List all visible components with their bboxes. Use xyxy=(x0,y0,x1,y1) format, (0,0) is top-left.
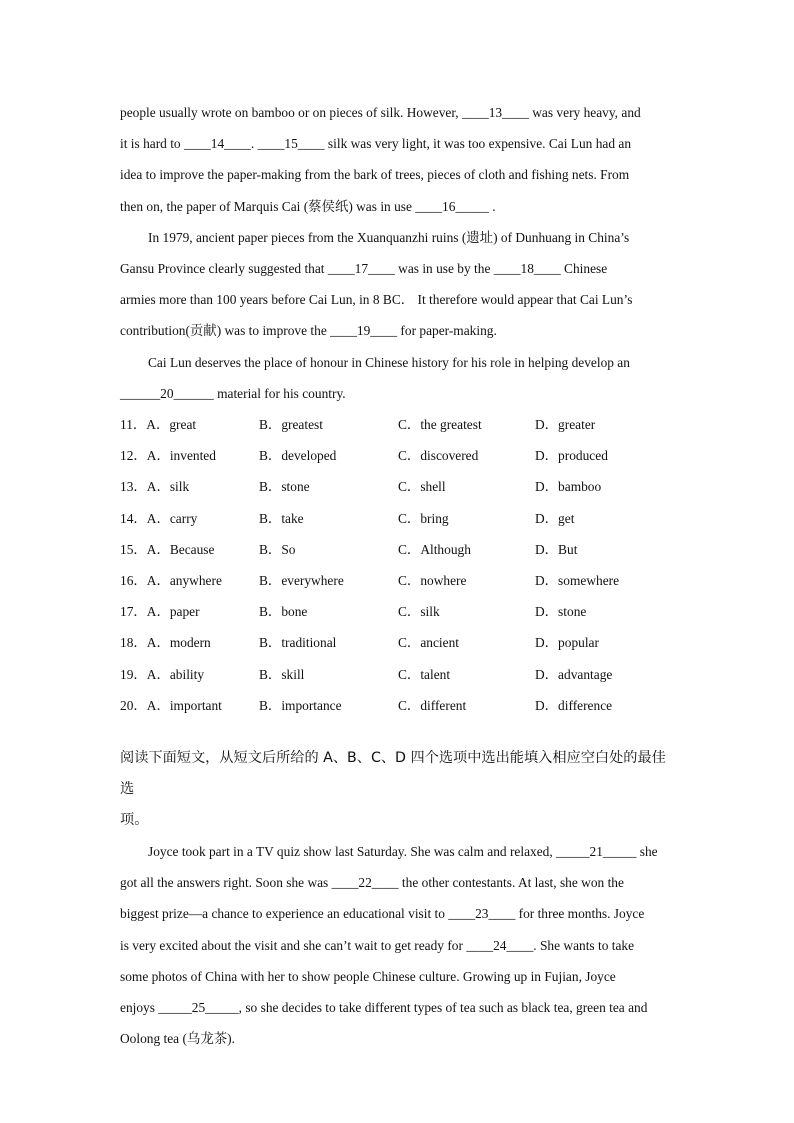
text-line: people usually wrote on bamboo or on pieces of silk. However, ____13____ was very heavy, and xyxy=(120,105,641,120)
option-row xyxy=(120,503,680,534)
text-line: biggest prize—a chance to experience an educational visit to ____23____ for three months. Joyce xyxy=(120,906,645,922)
option-b: B．importance xyxy=(259,697,342,713)
option-b: B．skill xyxy=(259,666,305,682)
option-d: D．greater xyxy=(535,417,596,433)
option-a: 13．A．silk xyxy=(120,479,190,495)
option-d: D．bamboo xyxy=(535,479,602,495)
option-c: C．discovered xyxy=(398,448,479,464)
option-a: 11．A．great xyxy=(120,417,197,433)
option-d: D．get xyxy=(535,510,575,526)
option-c: C．nowhere xyxy=(398,572,467,588)
text-line: Joyce took part in a TV quiz show last Saturday. She was calm and relaxed, _____21_____ she xyxy=(148,843,658,859)
option-c: C．Although xyxy=(398,541,471,557)
passage-2 xyxy=(120,836,680,1054)
option-a: 20．A．important xyxy=(120,697,222,713)
option-c: C．talent xyxy=(398,666,451,682)
section-divider xyxy=(120,721,680,743)
option-a: 18．A．modern xyxy=(120,635,211,651)
passage-paragraph-1 xyxy=(120,97,680,222)
option-b: B．bone xyxy=(259,604,308,620)
option-a: 19．A．ability xyxy=(120,666,205,682)
instruction-line: 项。 xyxy=(120,811,149,828)
option-d: D．produced xyxy=(535,448,608,464)
option-c: C．ancient xyxy=(398,635,459,651)
option-b: B．everywhere xyxy=(259,572,344,588)
text-line: armies more than 100 years before Cai Lun, in 8 BC． It therefore would appear that Cai Lun’s xyxy=(120,292,633,308)
option-d: D．advantage xyxy=(535,666,613,682)
instruction xyxy=(120,743,680,836)
passage-paragraph-3 xyxy=(120,347,680,409)
option-d: D．difference xyxy=(535,697,613,713)
option-row xyxy=(120,440,680,471)
option-a: 17．A．paper xyxy=(120,604,200,620)
option-a: 15．A．Because xyxy=(120,541,215,557)
option-b: B．So xyxy=(259,541,296,557)
document-page xyxy=(120,97,680,1054)
option-row xyxy=(120,659,680,690)
text-line: idea to improve the paper-making from the bark of trees, pieces of cloth and fishing nets. From xyxy=(120,167,630,183)
passage-paragraph-2 xyxy=(120,222,680,347)
option-b: B．stone xyxy=(259,479,310,495)
text-line: Gansu Province clearly suggested that ____17____ was in use by the ____18____ Chinese xyxy=(120,261,608,277)
option-d: D．stone xyxy=(535,604,587,620)
option-c: C．bring xyxy=(398,510,449,526)
option-b: B．developed xyxy=(259,448,337,464)
option-c: C．different xyxy=(398,697,467,713)
option-a: 16．A．anywhere xyxy=(120,572,222,588)
text-line: In 1979, ancient paper pieces from the Xuanquanzhi ruins (遗址) of Dunhuang in China’s xyxy=(148,229,630,245)
option-row xyxy=(120,627,680,658)
text-line: got all the answers right. Soon she was ____22____ the other contestants. At last, she won the xyxy=(120,875,624,891)
option-b: B．greatest xyxy=(259,417,323,433)
text-line: Cai Lun deserves the place of honour in Chinese history for his role in helping develop an xyxy=(148,354,630,370)
text-line: contribution(贡献) was to improve the ____19____ for paper-making. xyxy=(120,323,497,339)
option-c: C．shell xyxy=(398,479,446,495)
option-row xyxy=(120,690,680,721)
option-a: 14．A．carry xyxy=(120,510,198,526)
text-line: then on, the paper of Marquis Cai (蔡侯纸) was in use ____16_____ . xyxy=(120,198,496,214)
option-d: D．somewhere xyxy=(535,572,620,588)
text-line: some photos of China with her to show people Chinese culture. Growing up in Fujian, Joyce xyxy=(120,968,616,984)
option-row xyxy=(120,471,680,502)
text-line: Oolong tea (乌龙茶). xyxy=(120,1031,235,1047)
option-b: B．take xyxy=(259,510,304,526)
option-c: C．silk xyxy=(398,604,440,620)
option-row xyxy=(120,409,680,440)
option-row xyxy=(120,596,680,627)
text-line: ______20______ material for his country. xyxy=(120,385,346,401)
option-d: D．But xyxy=(535,541,578,557)
text-line: enjoys _____25_____, so she decides to take different types of tea such as black tea, green tea and xyxy=(120,999,648,1015)
option-b: B．traditional xyxy=(259,635,337,651)
option-row xyxy=(120,534,680,565)
option-a: 12．A．invented xyxy=(120,448,216,464)
option-row xyxy=(120,565,680,596)
option-d: D．popular xyxy=(535,635,599,651)
answer-options xyxy=(120,409,680,721)
text-line: it is hard to ____14____. ____15____ silk was very light, it was too expensive. Cai Lun had an xyxy=(120,136,632,152)
instruction-line: 阅读下面短文，从短文后所给的 A、B、C、D 四个选项中选出能填入相应空白处的最佳选 xyxy=(120,749,666,797)
option-c: C．the greatest xyxy=(398,417,482,433)
text-line: is very excited about the visit and she can’t wait to get ready for ____24____. She wants to take xyxy=(120,937,635,953)
